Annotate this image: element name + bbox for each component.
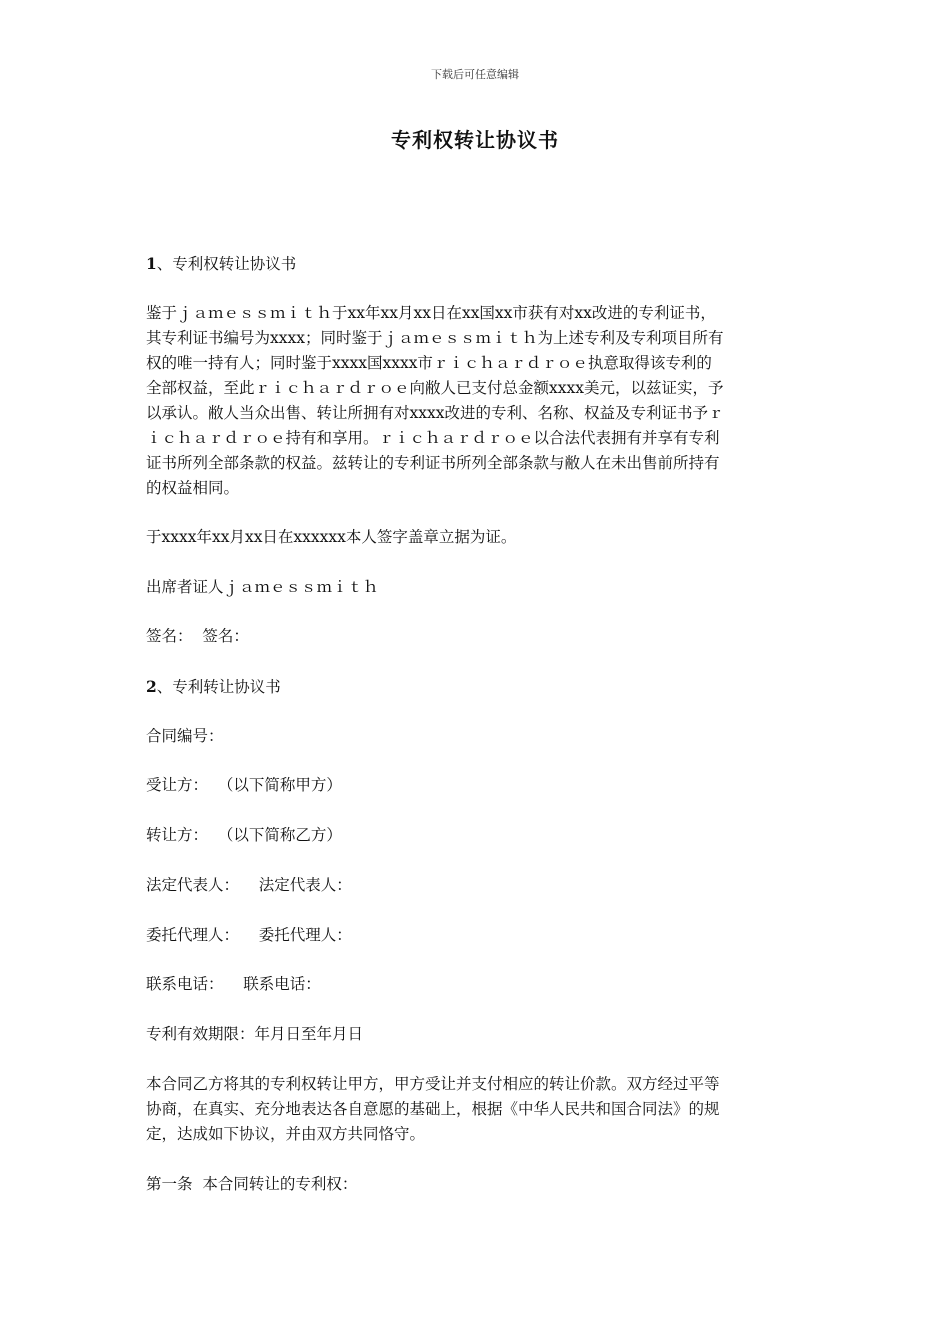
contract-number-line: 合同编号： [146, 727, 224, 745]
section-1-heading [146, 251, 296, 277]
agent-line: 委托代理人： 委托代理人： [146, 926, 352, 944]
section-2-heading [146, 674, 281, 700]
date-line: 于xxxx年xx月xx日在xxxxxx本人签字盖章立据为证。 [146, 528, 517, 546]
paragraph-line: 权的唯一持有人；同时鉴于xxxx国xxxx市ｒｉｃｈａｒｄｒｏｅ执意取得该专利的 [146, 354, 712, 372]
intro-line: 定，达成如下协议，并由双方共同恪守。 [146, 1125, 426, 1143]
section-2-number: 2 [146, 677, 157, 696]
article-1-line: 第一条 本合同转让的专利权： [146, 1175, 358, 1193]
section-1-number: 1 [146, 254, 157, 273]
transferee-line: 受让方： （以下简称甲方） [146, 776, 342, 794]
paragraph-line: 以承认。敝人当众出售、转让所拥有对xxxx改进的专利、名称、权益及专利证书予ｒ [146, 404, 724, 422]
document-title: 专利权转让协议书 [391, 128, 559, 152]
section-1-title: 、专利权转让协议书 [156, 255, 297, 273]
paragraph-line: 的权益相同。 [146, 479, 240, 497]
paragraph-line: 鉴于ｊａｍｅｓｓｍｉｔｈ于xx年xx月xx日在xx国xx市获有对xx改进的专利证书， [146, 304, 716, 322]
header-note: 下载后可任意编辑 [431, 68, 519, 81]
paragraph-line: 其专利证书编号为xxxx；同时鉴于ｊａｍｅｓｓｍｉｔｈ为上述专利及专利项目所有 [146, 329, 724, 347]
signature-line: 签名： 签名： [146, 627, 249, 645]
intro-line: 协商，在真实、充分地表达各自意愿的基础上，根据《中华人民共和国合同法》的规 [146, 1100, 720, 1118]
paragraph-line: ｉｃｈａｒｄｒｏｅ持有和享用。ｒｉｃｈａｒｄｒｏｅ以合法代表拥有并享有专利 [146, 429, 720, 447]
intro-line: 本合同乙方将其的专利权转让甲方，甲方受让并支付相应的转让价款。双方经过平等 [146, 1075, 720, 1093]
paragraph-line: 全部权益，至此ｒｉｃｈａｒｄｒｏｅ向敝人已支付总金额xxxx美元，以兹证实，予 [146, 379, 724, 397]
paragraph-line: 证书所列全部条款的权益。兹转让的专利证书所列全部条款与敝人在未出售前所持有 [146, 454, 720, 472]
phone-line: 联系电话： 联系电话： [146, 975, 321, 993]
witness-line: 出席者证人ｊａｍｅｓｓｍｉｔｈ [146, 578, 379, 596]
section-2-title: 、专利转让协议书 [156, 678, 281, 696]
transferor-line: 转让方： （以下简称乙方） [146, 826, 342, 844]
legal-representative-line: 法定代表人： 法定代表人： [146, 876, 352, 894]
validity-line: 专利有效期限：年月日至年月日 [146, 1025, 364, 1043]
